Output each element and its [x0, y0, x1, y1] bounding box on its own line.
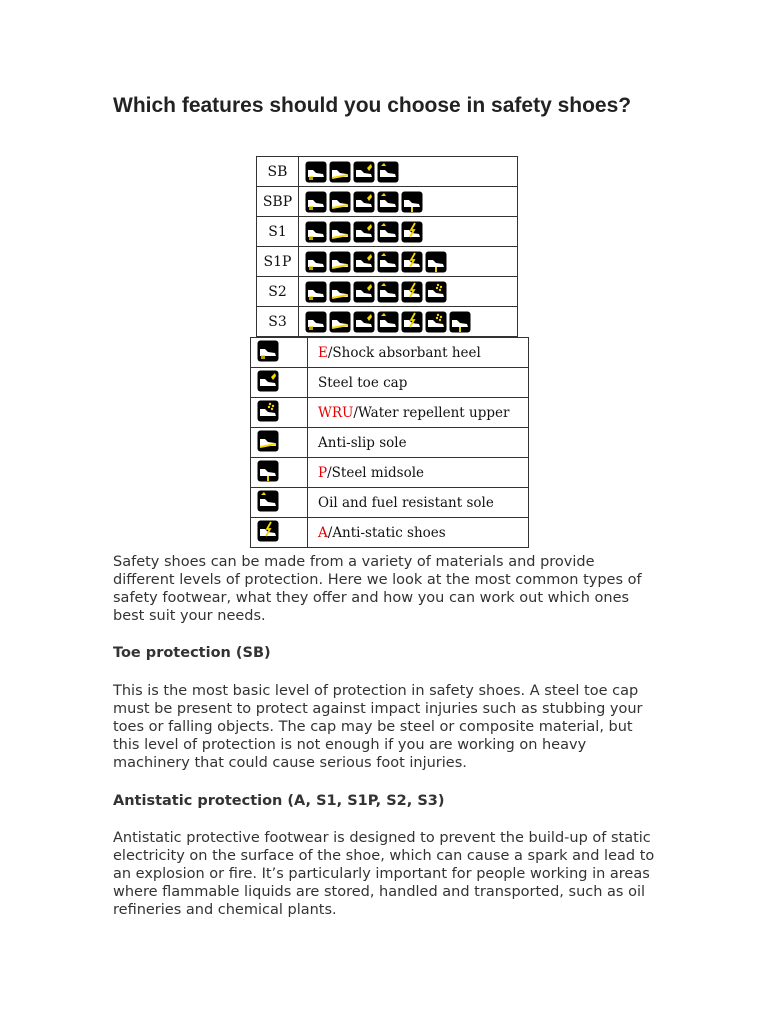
legend-separator: /	[327, 464, 332, 481]
steel-toe-cap-icon	[353, 281, 375, 303]
legend-icon-cell	[251, 518, 308, 548]
safety-class-table	[256, 156, 518, 337]
anti-slip-sole-icon	[329, 281, 351, 303]
anti-slip-sole-icon	[329, 191, 351, 213]
shock-absorbant-heel-icon	[305, 191, 327, 213]
anti-static-shoes-icon	[401, 281, 423, 303]
legend-separator: /	[353, 404, 358, 421]
legend-text: Steel midsole	[331, 464, 425, 481]
legend-label	[308, 368, 529, 398]
legend-icon-cell	[251, 428, 308, 458]
feature-legend-table	[250, 337, 529, 548]
legend-icon-cell	[251, 338, 308, 368]
section-body-toe-protection: This is the most basic level of protection in safety shoes. A steel toe cap must be present to protect against impact injuries such as stubbing your toes or falling objects. The cap may be steel or composite material, but this level of protection is not enough if you are working on heavy machinery that could cause serious foot injuries.	[113, 683, 643, 771]
class-feature-icons	[299, 157, 518, 187]
legend-code: E	[318, 344, 328, 361]
anti-static-shoes-icon	[257, 520, 279, 542]
intro-paragraph: Safety shoes can be made from a variety of materials and provide different levels of protection. Here we look at the most common types of safety footwear, what they offer and how you can work out which ones best suit your needs.	[113, 554, 642, 624]
class-code: SBP	[257, 187, 299, 217]
oil-fuel-resistant-sole-icon	[377, 281, 399, 303]
water-repellent-upper-icon	[257, 400, 279, 422]
legend-row	[251, 518, 529, 548]
legend-text: Anti-static shoes	[332, 524, 446, 541]
legend-label	[308, 488, 529, 518]
steel-toe-cap-icon	[257, 370, 279, 392]
legend-separator: /	[327, 344, 333, 361]
oil-fuel-resistant-sole-icon	[257, 490, 279, 512]
oil-fuel-resistant-sole-icon	[377, 221, 399, 243]
legend-label	[308, 428, 529, 458]
steel-midsole-icon	[401, 191, 423, 213]
legend-row	[251, 368, 529, 398]
section-body-antistatic-protection: Antistatic protective footwear is designed to prevent the build-up of static electricity on the surface of the shoe, which can cause a spark and lead to an explosion or fire. It’s particularly important for people working in areas where flammable liquids are stored, handled and transported, such as oil refineries and chemical plants.	[113, 830, 655, 918]
shock-absorbant-heel-icon	[257, 340, 279, 362]
class-row-s3	[257, 307, 518, 337]
legend-label	[308, 398, 529, 428]
steel-toe-cap-icon	[353, 221, 375, 243]
section-heading-antistatic-protection: Antistatic protection (A, S1, S1P, S2, S3)	[113, 793, 445, 809]
oil-fuel-resistant-sole-icon	[377, 251, 399, 273]
steel-toe-cap-icon	[353, 161, 375, 183]
anti-slip-sole-icon	[329, 311, 351, 333]
class-row-sbp	[257, 187, 518, 217]
legend-row	[251, 428, 529, 458]
legend-icon-cell	[251, 458, 308, 488]
legend-text: Anti-slip sole	[318, 434, 407, 451]
class-feature-icons	[299, 187, 518, 217]
shock-absorbant-heel-icon	[305, 251, 327, 273]
class-row-sb	[257, 157, 518, 187]
legend-code: A	[318, 524, 328, 541]
steel-toe-cap-icon	[353, 191, 375, 213]
legend-icon-cell	[251, 488, 308, 518]
legend-code: P	[318, 464, 328, 481]
legend-icon-cell	[251, 368, 308, 398]
anti-static-shoes-icon	[401, 221, 423, 243]
legend-row	[251, 458, 529, 488]
anti-slip-sole-icon	[329, 161, 351, 183]
anti-slip-sole-icon	[257, 430, 279, 452]
anti-slip-sole-icon	[329, 251, 351, 273]
steel-midsole-icon	[425, 251, 447, 273]
class-row-s2	[257, 277, 518, 307]
legend-label	[308, 338, 529, 368]
legend-text: Shock absorbant heel	[332, 344, 481, 361]
class-feature-icons	[299, 277, 518, 307]
page-title: Which features should you choose in safety shoes?	[113, 94, 632, 117]
legend-label	[308, 518, 529, 548]
legend-text: Oil and fuel resistant sole	[318, 494, 494, 511]
anti-static-shoes-icon	[401, 251, 423, 273]
class-feature-icons	[299, 217, 518, 247]
water-repellent-upper-icon	[425, 311, 447, 333]
class-code: S1	[257, 217, 299, 247]
oil-fuel-resistant-sole-icon	[377, 311, 399, 333]
shock-absorbant-heel-icon	[305, 221, 327, 243]
legend-code: WRU	[318, 404, 354, 421]
legend-icon-cell	[251, 398, 308, 428]
section-heading-toe-protection: Toe protection (SB)	[113, 645, 271, 661]
water-repellent-upper-icon	[425, 281, 447, 303]
legend-text: Steel toe cap	[318, 374, 408, 391]
class-feature-icons	[299, 247, 518, 277]
class-code: S1P	[257, 247, 299, 277]
legend-row	[251, 398, 529, 428]
class-code: SB	[257, 157, 299, 187]
steel-midsole-icon	[257, 460, 279, 482]
shock-absorbant-heel-icon	[305, 281, 327, 303]
steel-midsole-icon	[449, 311, 471, 333]
anti-static-shoes-icon	[401, 311, 423, 333]
class-feature-icons	[299, 307, 518, 337]
shock-absorbant-heel-icon	[305, 311, 327, 333]
legend-label	[308, 458, 529, 488]
anti-slip-sole-icon	[329, 221, 351, 243]
steel-toe-cap-icon	[353, 251, 375, 273]
class-row-s1p	[257, 247, 518, 277]
class-row-s1	[257, 217, 518, 247]
legend-row	[251, 488, 529, 518]
legend-separator: /	[327, 524, 333, 541]
legend-text: Water repellent upper	[357, 404, 510, 421]
oil-fuel-resistant-sole-icon	[377, 161, 399, 183]
oil-fuel-resistant-sole-icon	[377, 191, 399, 213]
class-code: S3	[257, 307, 299, 337]
steel-toe-cap-icon	[353, 311, 375, 333]
class-code: S2	[257, 277, 299, 307]
shock-absorbant-heel-icon	[305, 161, 327, 183]
legend-row	[251, 338, 529, 368]
